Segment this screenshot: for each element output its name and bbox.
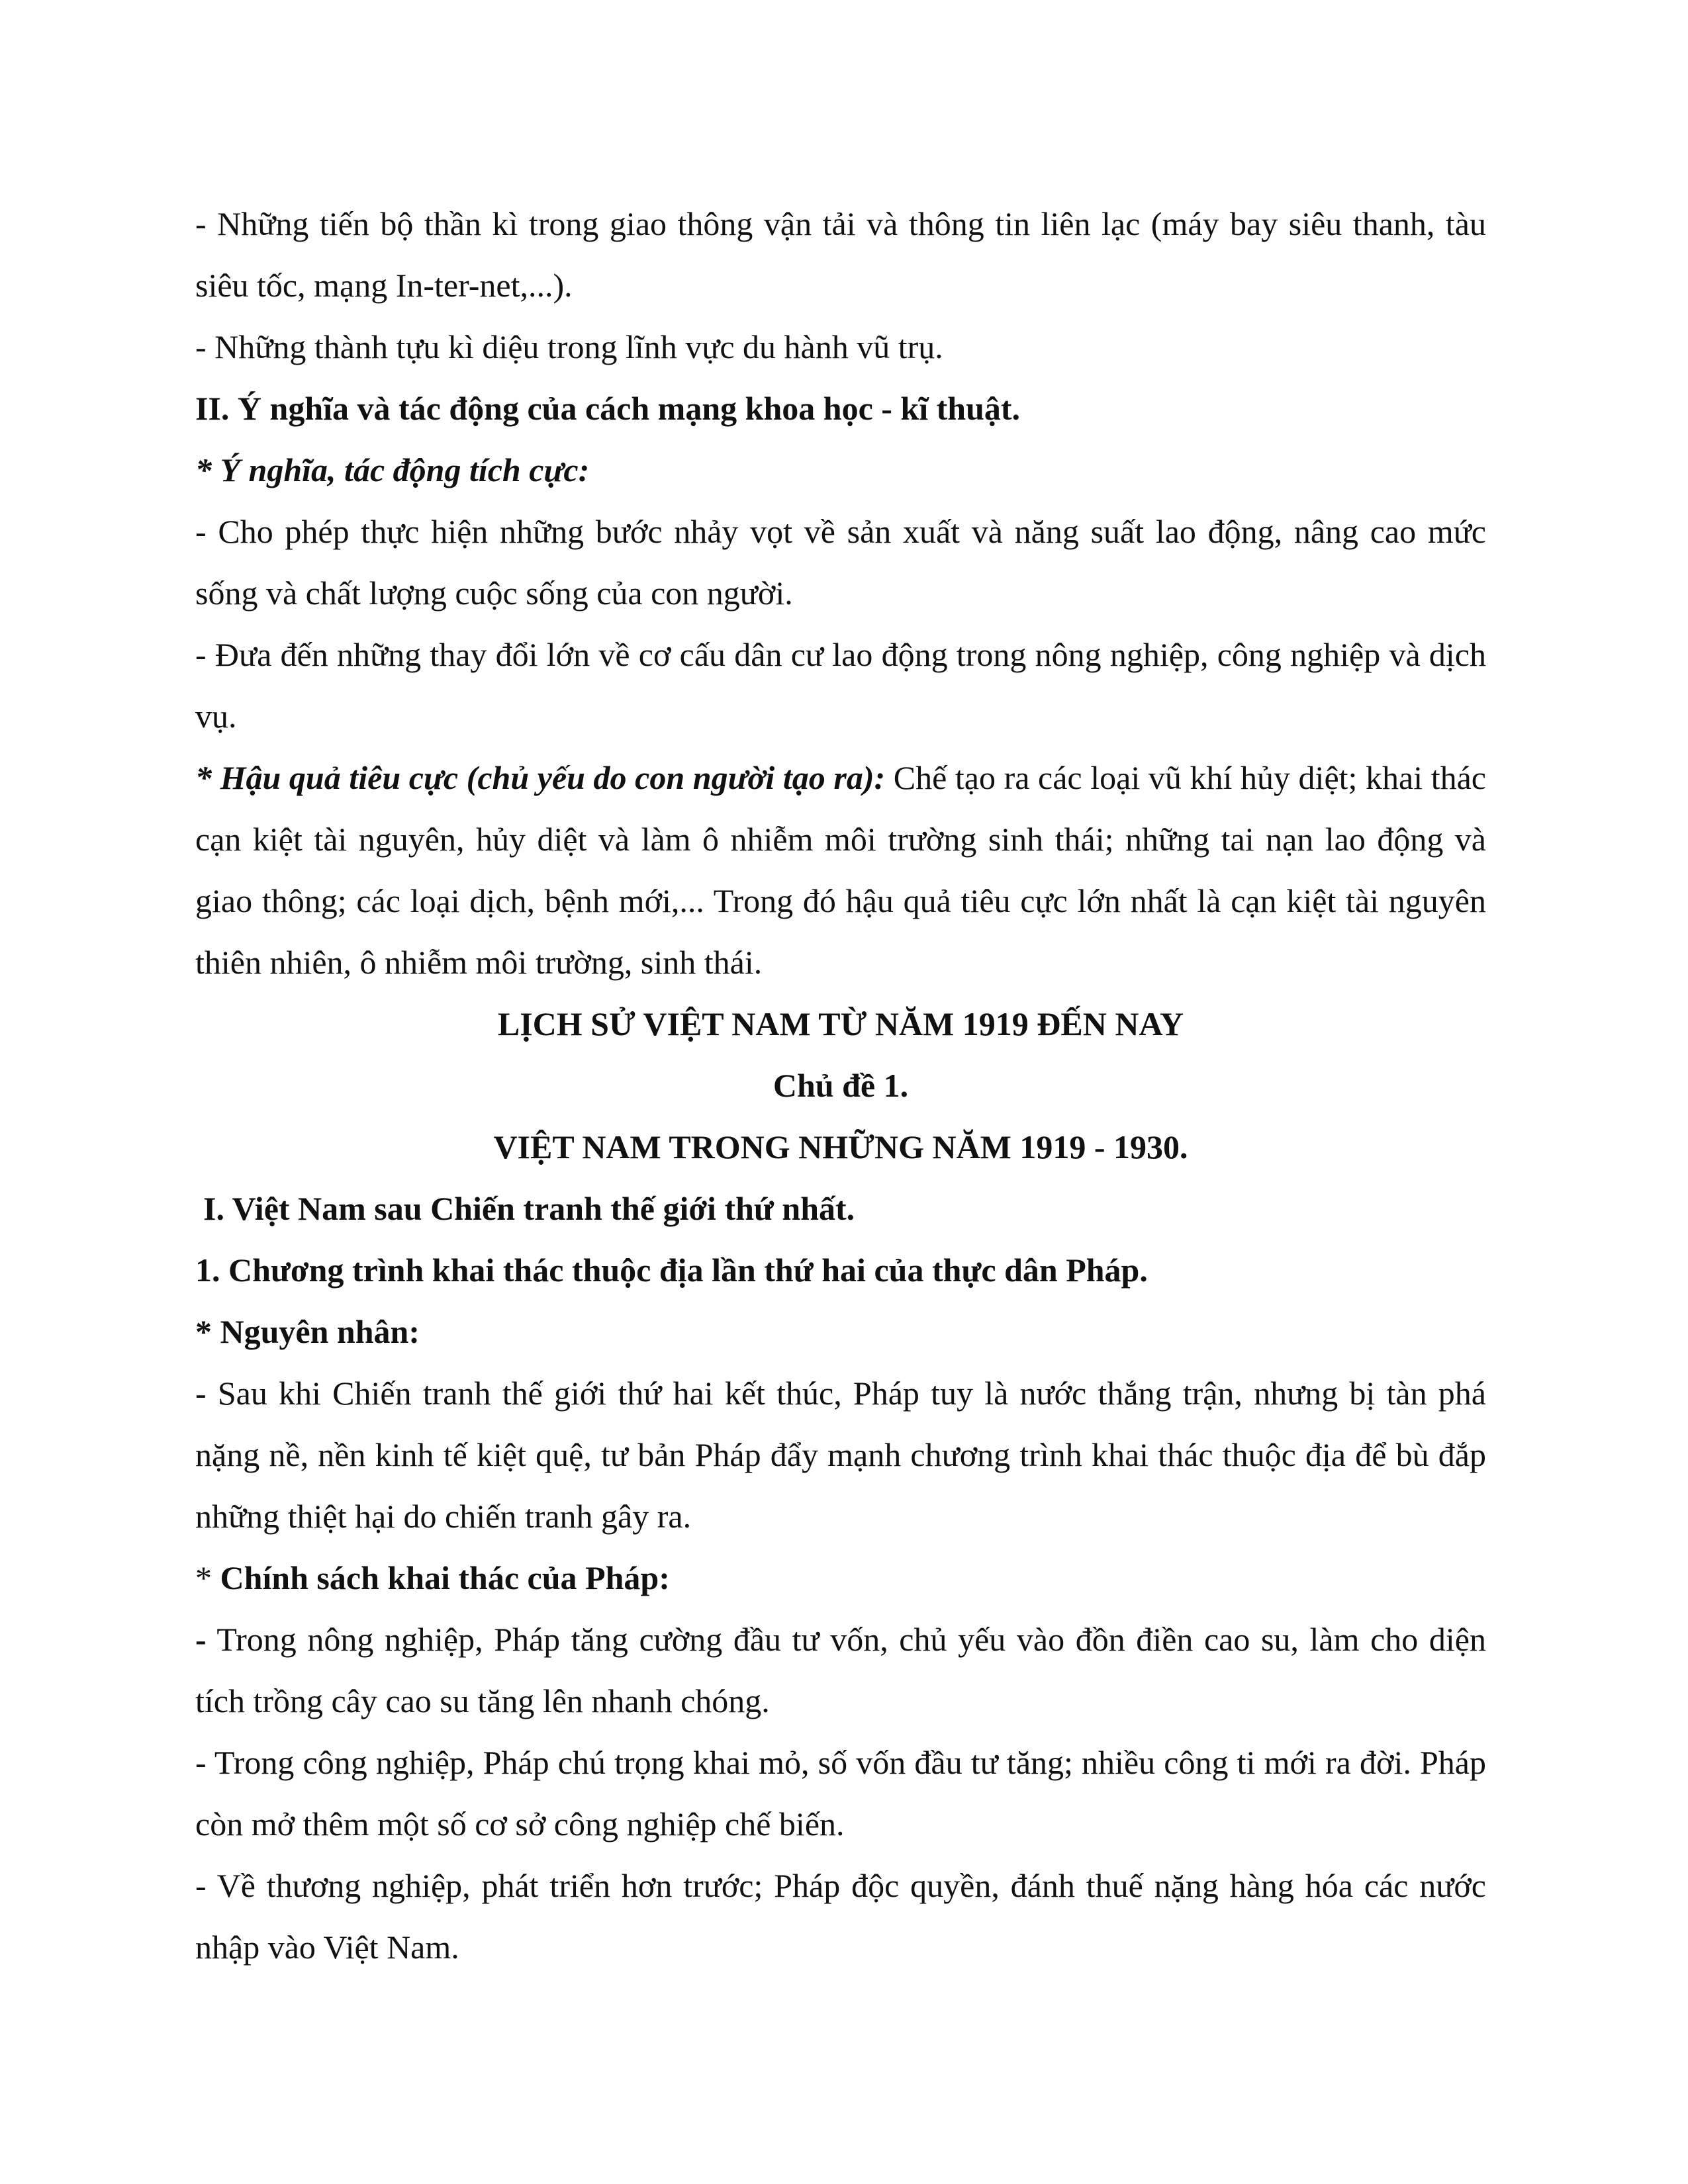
subheading-positive-impact: * Ý nghĩa, tác động tích cực: xyxy=(195,451,590,488)
paragraph-productivity: - Cho phép thực hiện những bước nhảy vọt về sản xuất và năng suất lao động, nâng cao mức sống và chất lượng cuộc sống của con người. xyxy=(195,513,1486,612)
subheading-exploitation-policy xyxy=(195,1547,1486,1609)
paragraph-space-achievements: - Những thành tựu kì diệu trong lĩnh vực du hành vũ trụ. xyxy=(195,328,943,365)
heading-vietnam-history: LỊCH SỬ VIỆT NAM TỪ NĂM 1919 ĐẾN NAY xyxy=(497,1005,1184,1042)
paragraph-commerce: - Về thương nghiệp, phát triển hơn trước; Pháp độc quyền, đánh thuế nặng hàng hóa các nước nhập vào Việt Nam. xyxy=(195,1867,1486,1966)
heading-vietnam-1919-1930: VIỆT NAM TRONG NHỮNG NĂM 1919 - 1930. xyxy=(493,1128,1188,1165)
paragraph-labor-structure: - Đưa đến những thay đổi lớn về cơ cấu dân cư lao động trong nông nghiệp, công nghiệp và dịch vụ. xyxy=(195,636,1486,735)
paragraph-causes: - Sau khi Chiến tranh thế giới thứ hai kết thúc, Pháp tuy là nước thắng trận, nhưng bị tàn phá nặng nề, nền kinh tế kiệt quệ, tư bản Pháp đẩy mạnh chương trình khai thác thuộc địa để bù đắp những thiệt hại do chiến tranh gây ra. xyxy=(195,1375,1486,1535)
heading-topic-1: Chủ đề 1. xyxy=(773,1067,909,1104)
heading-colonial-exploitation: 1. Chương trình khai thác thuộc địa lần thứ hai của thực dân Pháp. xyxy=(195,1251,1148,1289)
agriculture-text: Trong nông nghiệp, Pháp tăng cường đầu tư vốn, chủ yếu vào đồn điền cao su, làm cho diện tích trồng cây cao su tăng lên nhanh chóng. xyxy=(195,1621,1486,1719)
exploitation-policy-title: Chính sách khai thác của Pháp: xyxy=(220,1559,670,1596)
agriculture-dash: - xyxy=(195,1621,207,1658)
paragraph-transport-advances: - Những tiến bộ thần kì trong giao thông vận tải và thông tin liên lạc (máy bay siêu thanh, tàu siêu tốc, mạng In-ter-net,...). xyxy=(195,205,1486,304)
exploitation-policy-marker: * xyxy=(195,1559,220,1596)
paragraph-industry: - Trong công nghiệp, Pháp chú trọng khai mỏ, số vốn đầu tư tăng; nhiều công ti mới ra đời. Pháp còn mở thêm một số cơ sở công nghiệp chế biến. xyxy=(195,1744,1486,1843)
document-body xyxy=(195,193,1486,1978)
negative-consequences-lead: * Hậu quả tiêu cực (chủ yếu do con người tạo ra): xyxy=(195,759,886,796)
subheading-causes: * Nguyên nhân: xyxy=(195,1313,420,1350)
paragraph-negative-consequences xyxy=(195,747,1486,993)
paragraph-agriculture xyxy=(195,1609,1486,1732)
negative-consequences-text: Chế tạo ra các loại vũ khí hủy diệt; khai thác cạn kiệt tài nguyên, hủy diệt và làm ô nhiễm môi trường sinh thái; những tai nạn lao động và giao thông; các loại dịch, bệnh mới,... Trong đó hậu quả tiêu cực lớn nhất là cạn kiệt tài nguyên thiên nhiên, ô nhiễm môi trường, sinh thái. xyxy=(195,759,1486,981)
heading-section-i: I. Việt Nam sau Chiến tranh thế giới thứ nhất. xyxy=(203,1190,855,1227)
heading-section-ii: II. Ý nghĩa và tác động của cách mạng khoa học - kĩ thuật. xyxy=(195,390,1021,427)
